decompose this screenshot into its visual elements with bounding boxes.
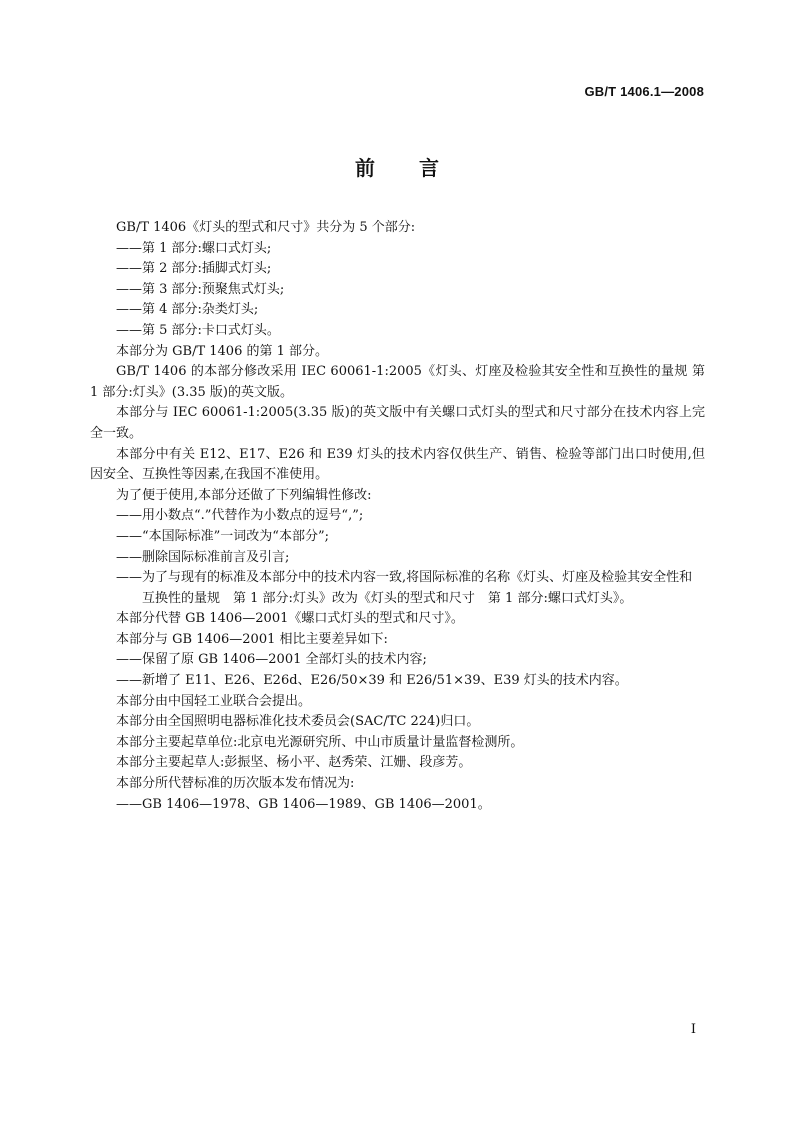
- paragraph: 本部分主要起草单位:北京电光源研究所、中山市质量计量监督检测所。: [116, 734, 524, 750]
- list-item: [90, 321, 705, 342]
- list-item-text: 第 3 部分:预聚焦式灯头;: [142, 281, 285, 297]
- dash-marker: ——: [116, 302, 142, 318]
- list-item-text: 删除国际标准前言及引言;: [142, 549, 290, 565]
- paragraph: 本部分与 GB 1406—2001 相比主要差异如下:: [116, 631, 388, 647]
- list-item-text: 第 5 部分:卡口式灯头。: [142, 322, 280, 338]
- list-item-text: 第 1 部分:螺口式灯头;: [142, 240, 272, 256]
- paragraph: 本部分由中国轻工业联合会提出。: [116, 693, 312, 709]
- list-item: [90, 239, 705, 260]
- dash-marker: ——: [116, 528, 142, 544]
- paragraph: 本部分为 GB/T 1406 的第 1 部分。: [116, 343, 329, 359]
- list-item-text: 第 4 部分:杂类灯头;: [142, 302, 259, 318]
- list-item: [90, 259, 705, 280]
- paragraph: 本部分代替 GB 1406—2001《螺口式灯头的型式和尺寸》。: [116, 611, 464, 627]
- page-number: I: [690, 1022, 696, 1037]
- list-item: [90, 506, 705, 527]
- list-item-text: “本国际标准”一词改为“本部分”;: [142, 528, 329, 544]
- dash-marker: ——: [116, 240, 142, 256]
- dash-marker: ——: [116, 281, 142, 297]
- list-item-text: 为了与现有的标准及本部分中的技术内容一致,将国际标准的名称《灯头、灯座及检验其安全性和互换性的量规 第 1 部分:灯头》改为《灯头的型式和尺寸 第 1 部分:螺口式灯头》。: [142, 570, 693, 606]
- paragraph: 本部分主要起草人:彭振坚、杨小平、赵秀荣、江姗、段彦芳。: [116, 755, 472, 771]
- dash-marker: ——: [116, 508, 142, 524]
- paragraph: GB/T 1406 的本部分修改采用 IEC 60061-1:2005《灯头、灯座及检验其安全性和互换性的量规 第 1 部分:灯头》(3.35 版)的英文版。: [90, 364, 705, 400]
- list-item: [90, 280, 705, 301]
- page-title: 前言: [355, 156, 483, 180]
- list-item: [90, 300, 705, 321]
- list-item-text: GB 1406—1978、GB 1406—1989、GB 1406—2001。: [142, 796, 491, 812]
- list-item: [90, 548, 705, 569]
- list-item-text: 新增了 E11、E26、E26d、E26/50×39 和 E26/51×39、E39 灯头的技术内容。: [142, 673, 628, 689]
- list-item: [90, 650, 705, 671]
- list-item-text: 保留了原 GB 1406—2001 全部灯头的技术内容;: [142, 652, 427, 668]
- list-item: [90, 671, 705, 692]
- paragraph: 本部分由全国照明电器标准化技术委员会(SAC/TC 224)归口。: [116, 714, 480, 730]
- dash-marker: ——: [116, 796, 142, 812]
- list-item: [90, 795, 705, 816]
- dash-marker: ——: [116, 570, 142, 586]
- paragraph: 本部分中有关 E12、E17、E26 和 E39 灯头的技术内容仅供生产、销售、检验等部门出口时使用,但因安全、互换性等因素,在我国不准使用。: [90, 446, 705, 483]
- dash-marker: ——: [116, 652, 142, 668]
- list-item-text: 第 2 部分:插脚式灯头;: [142, 261, 272, 277]
- dash-marker: ——: [116, 549, 142, 565]
- paragraph: GB/T 1406《灯头的型式和尺寸》共分为 5 个部分:: [116, 220, 416, 235]
- dash-marker: ——: [116, 673, 142, 689]
- list-item: [90, 527, 705, 548]
- list-item-text: 用小数点“.”代替作为小数点的逗号“,”;: [142, 508, 364, 524]
- dash-marker: ——: [116, 261, 142, 277]
- paragraph: 本部分所代替标准的历次版本发布情况为:: [116, 776, 355, 792]
- dash-marker: ——: [116, 322, 142, 338]
- paragraph: 为了便于使用,本部分还做了下列编辑性修改:: [116, 487, 372, 503]
- document-code: GB/T 1406.1—2008: [584, 84, 704, 99]
- list-item: [90, 568, 705, 609]
- body-text: [90, 218, 705, 815]
- paragraph: 本部分与 IEC 60061-1:2005(3.35 版)的英文版中有关螺口式灯头的型式和尺寸部分在技术内容上完全一致。: [90, 405, 705, 441]
